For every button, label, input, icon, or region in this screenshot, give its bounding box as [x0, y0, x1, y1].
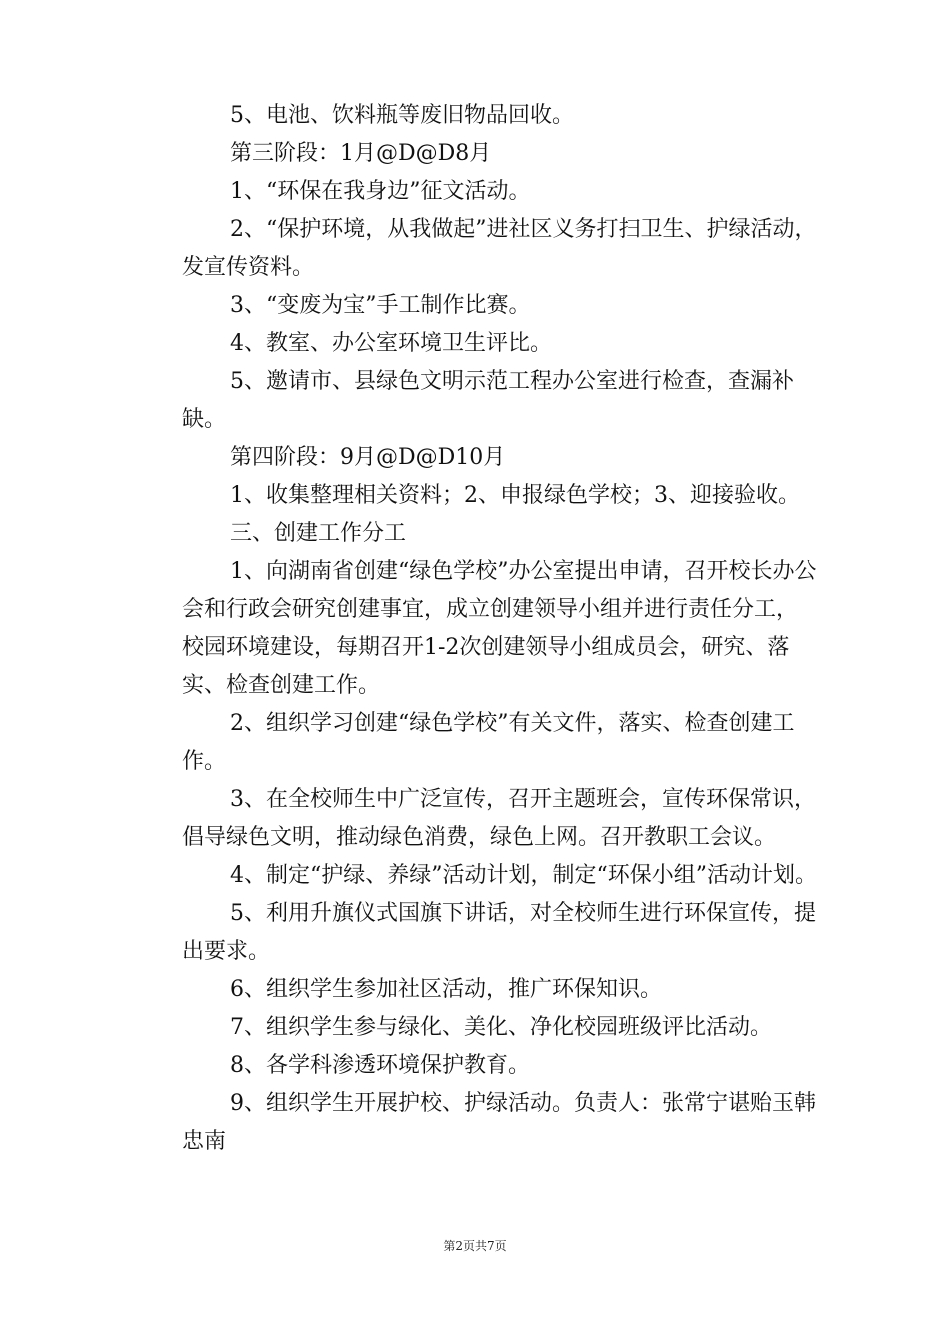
- paragraph-9: 1、收集整理相关资料；2、申报绿色学校；3、迎接验收。: [230, 483, 800, 508]
- paragraph-3: 1、“环保在我身边”征文活动。: [230, 179, 531, 204]
- document-body: [182, 97, 818, 1161]
- paragraph-4: 2、“保护环境，从我做起”进社区义务打扫卫生、护绿活动，发宣传资料。: [182, 217, 817, 280]
- paragraph-13: 3、在全校师生中广泛宣传，召开主题班会，宣传环保常识，倡导绿色文明，推动绿色消费，绿色上网。召开教职工会议。: [182, 787, 816, 850]
- paragraph-7: 5、邀请市、县绿色文明示范工程办公室进行检查，查漏补缺。: [182, 369, 794, 432]
- section-heading-stage-4: 第四阶段：9月@D@D10月: [230, 445, 506, 470]
- paragraph-19: 9、组织学生开展护校、护绿活动。负责人：张常宁谌贻玉韩忠南: [182, 1091, 816, 1154]
- paragraph-11: 1、向湖南省创建“绿色学校”办公室提出申请，召开校长办公会和行政会研究创建事宜，成立创建领导小组并进行责任分工，校园环境建设，每期召开1-2次创建领导小组成员会，研究、落实、检查创建工作。: [182, 559, 817, 698]
- paragraph-12: 2、组织学习创建“绿色学校”有关文件，落实、检查创建工作。: [182, 711, 795, 774]
- paragraph-18: 8、各学科渗透环境保护教育。: [230, 1053, 530, 1078]
- paragraph-1: 5、电池、饮料瓶等废旧物品回收。: [230, 103, 574, 128]
- paragraph-16: 6、组织学生参加社区活动，推广环保知识。: [230, 977, 662, 1002]
- section-heading-division-of-work: 三、创建工作分工: [230, 521, 407, 546]
- paragraph-14: 4、制定“护绿、养绿”活动计划，制定“环保小组”活动计划。: [230, 863, 817, 888]
- section-heading-stage-3: 第三阶段：1月@D@D8月: [230, 141, 492, 166]
- paragraph-5: 3、“变废为宝”手工制作比赛。: [230, 293, 531, 318]
- paragraph-15: 5、利用升旗仪式国旗下讲话，对全校师生进行环保宣传，提出要求。: [182, 901, 816, 964]
- page-number-footer: 第2页共7页: [443, 1239, 507, 1253]
- paragraph-6: 4、教室、办公室环境卫生评比。: [230, 331, 552, 356]
- paragraph-17: 7、组织学生参与绿化、美化、净化校园班级评比活动。: [230, 1015, 772, 1040]
